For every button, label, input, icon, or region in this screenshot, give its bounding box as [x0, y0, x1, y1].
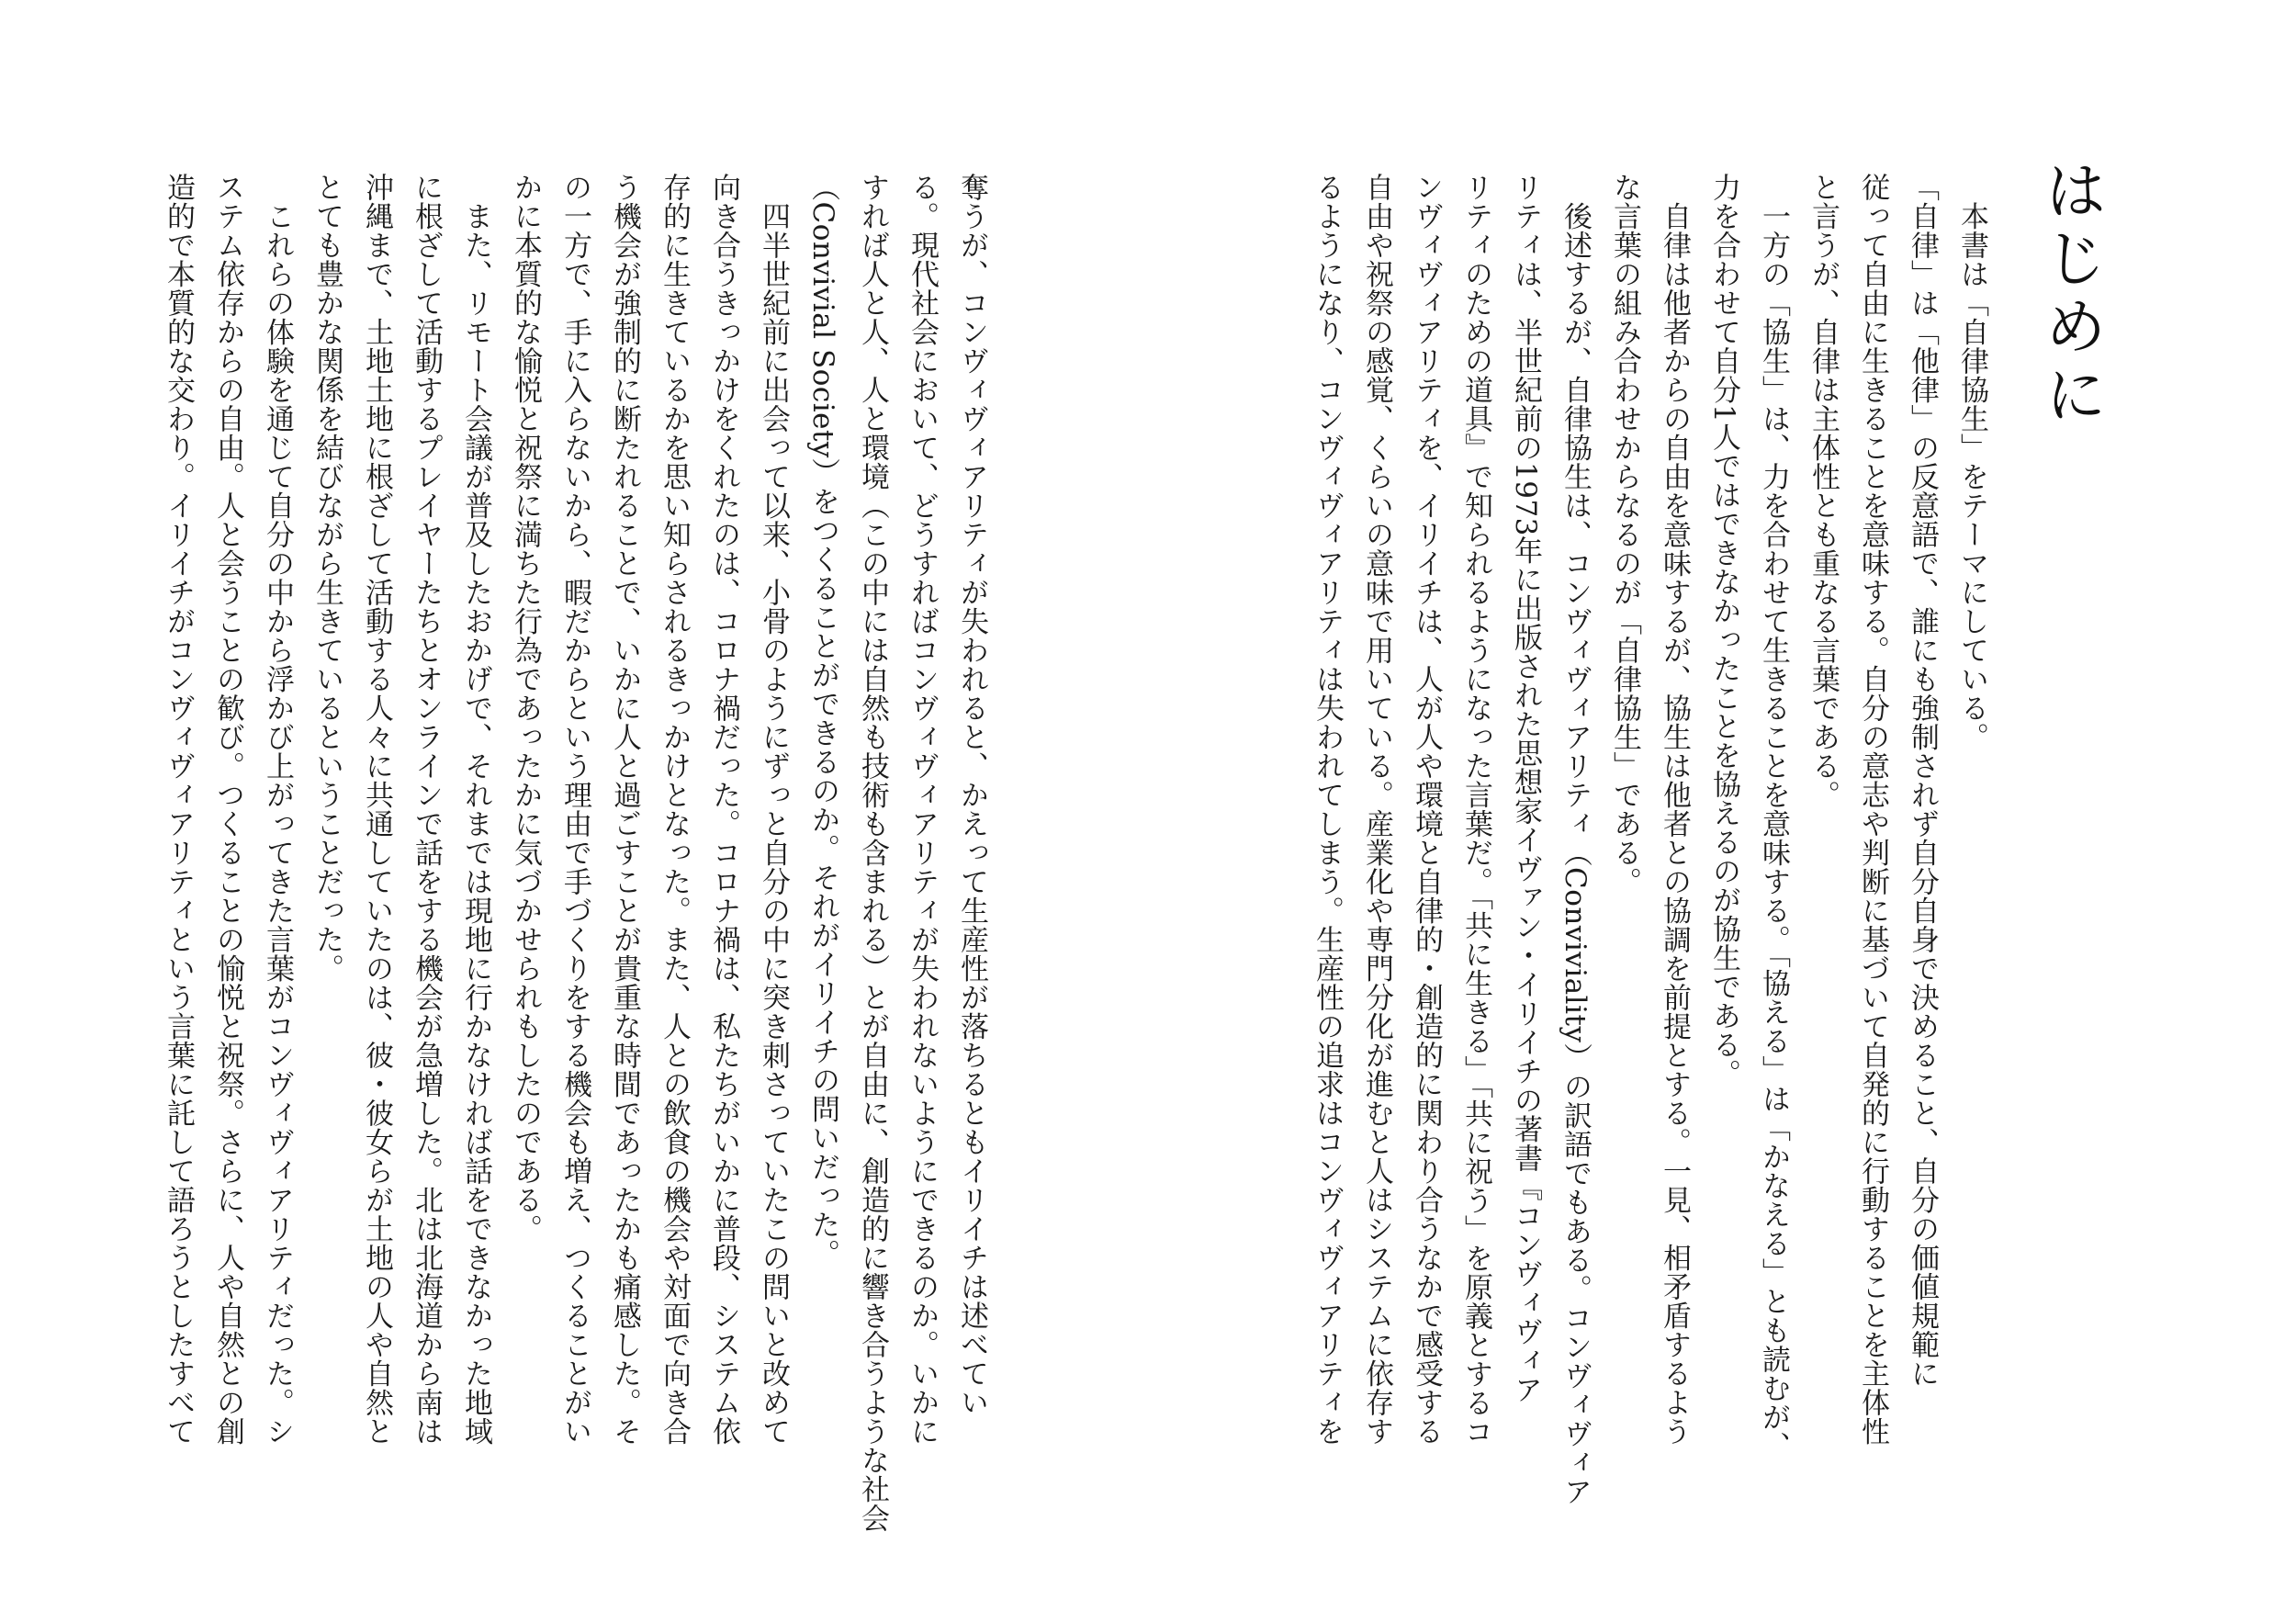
text-line: 一方の「協生」は、力を合わせて生きることを意味する。「協える」は「かなえる」とも読むが、 [1757, 201, 1790, 1460]
text-line: ステム依存からの自由。人と会うことの歓び。つくることの愉悦と祝祭。さらに、人や自然との創 [211, 173, 244, 1446]
text-line: ンヴィヴィアリティを、イリイチは、人が人や環境と自律的・創造的に関わり合うなかで感受する [1410, 173, 1443, 1446]
text-line: 本書は「自律協生」をテーマにしている。 [1955, 201, 1988, 751]
text-line: かに本質的な愉悦と祝祭に満ちた行為であったかに気づかせられもしたのである。 [509, 173, 542, 1244]
text-line: の一方で、手に入らないから、暇だからという理由で手づくりをする機会も増え、つくることがい [558, 173, 591, 1446]
text-line: 「自律」は「他律」の反意語で、誰にも強制されず自分自身で決めること、自分の価値規範に [1906, 173, 1939, 1388]
text-line: リティは、半世紀前の1973年に出版された思想家イヴァン・イリイチの著書『コンヴィヴィア [1509, 173, 1542, 1404]
text-line: 従って自由に生きることを意味する。自分の意志や判断に基づいて自発的に行動することを主体性 [1856, 173, 1889, 1446]
text-line: また、リモート会議が普及したおかげで、それまでは現地に行かなければ話をできなかった地域 [459, 201, 492, 1446]
text-line: 自律は他者からの自由を意味するが、協生は他者との協調を前提とする。一見、相矛盾するよう [1658, 201, 1691, 1446]
text-line: る。現代社会において、どうすればコンヴィヴィアリティが失われないようにできるのか。いかに [906, 173, 939, 1446]
text-line: に根ざして活動するプレイヤーたちとオンラインで話をする機会が急増した。北は北海道から南は [410, 173, 443, 1446]
text-line: 向き合うきっかけをくれたのは、コロナ禍だった。コロナ禍は、私たちがいかに普段、システム依 [707, 173, 740, 1446]
text-line: （Convivial Society）をつくることができるのか。それがイリイチの問いだった。 [806, 173, 839, 1268]
text-line: 沖縄まで、土地土地に根ざして活動する人々に共通していたのは、彼・彼女らが土地の人や自然と [360, 173, 393, 1446]
right-page [1148, 0, 2296, 1622]
text-line: う機会が強制的に断たれることで、いかに人と過ごすことが貴重な時間であったかも痛感した。そ [608, 173, 641, 1446]
text-line: 自由や祝祭の感覚、くらいの意味で用いている。産業化や専門分化が進むと人はシステムに依存す [1360, 173, 1393, 1446]
text-line: 力を合わせて自分1人ではできなかったことを協えるのが協生である。 [1707, 173, 1740, 1088]
text-line: 奪うが、コンヴィヴィアリティが失われると、かえって生産性が落ちるともイリイチは述べてい [955, 173, 988, 1417]
text-line: と言うが、自律は主体性とも重なる言葉である。 [1806, 173, 1840, 809]
left-page-body [153, 173, 996, 1533]
text-line: 四半世紀前に出会って以来、小骨のようにずっと自分の中に突き刺さっていたこの問いと改めて [757, 201, 790, 1446]
right-page-body [1302, 173, 1997, 1506]
text-line: るようになり、コンヴィヴィアリティは失われてしまう。生産性の追求はコンヴィヴィアリティを [1311, 173, 1344, 1446]
text-line: リティのための道具』で知られるようになった言葉だ。「共に生きる」「共に祝う」を原義とするコ [1459, 173, 1492, 1447]
text-line: 後述するが、自律協生は、コンヴィヴィアリティ（Conviviality）の訳語でもある。コンヴィヴィア [1559, 201, 1592, 1506]
text-line: とても豊かな関係を結びながら生きているということだった。 [310, 173, 343, 983]
text-line: すれば人と人、人と環境（この中には自然も技術も含まれる）とが自由に、創造的に響き合うような社会 [856, 173, 889, 1533]
text-line: 存的に生きているかを思い知らされるきっかけとなった。また、人との飲食の機会や対面で向き合 [658, 173, 691, 1446]
page-title: はじめに [2034, 158, 2107, 430]
text-line: 造的で本質的な交わり。イリイチがコンヴィヴィアリティという言葉に託して語ろうとしたすべて [162, 173, 195, 1446]
text-line: な言葉の組み合わせからなるのが「自律協生」である。 [1608, 173, 1641, 896]
text-line: これらの体験を通じて自分の中から浮かび上がってきた言葉がコンヴィヴィアリティだった。シ [261, 201, 294, 1446]
